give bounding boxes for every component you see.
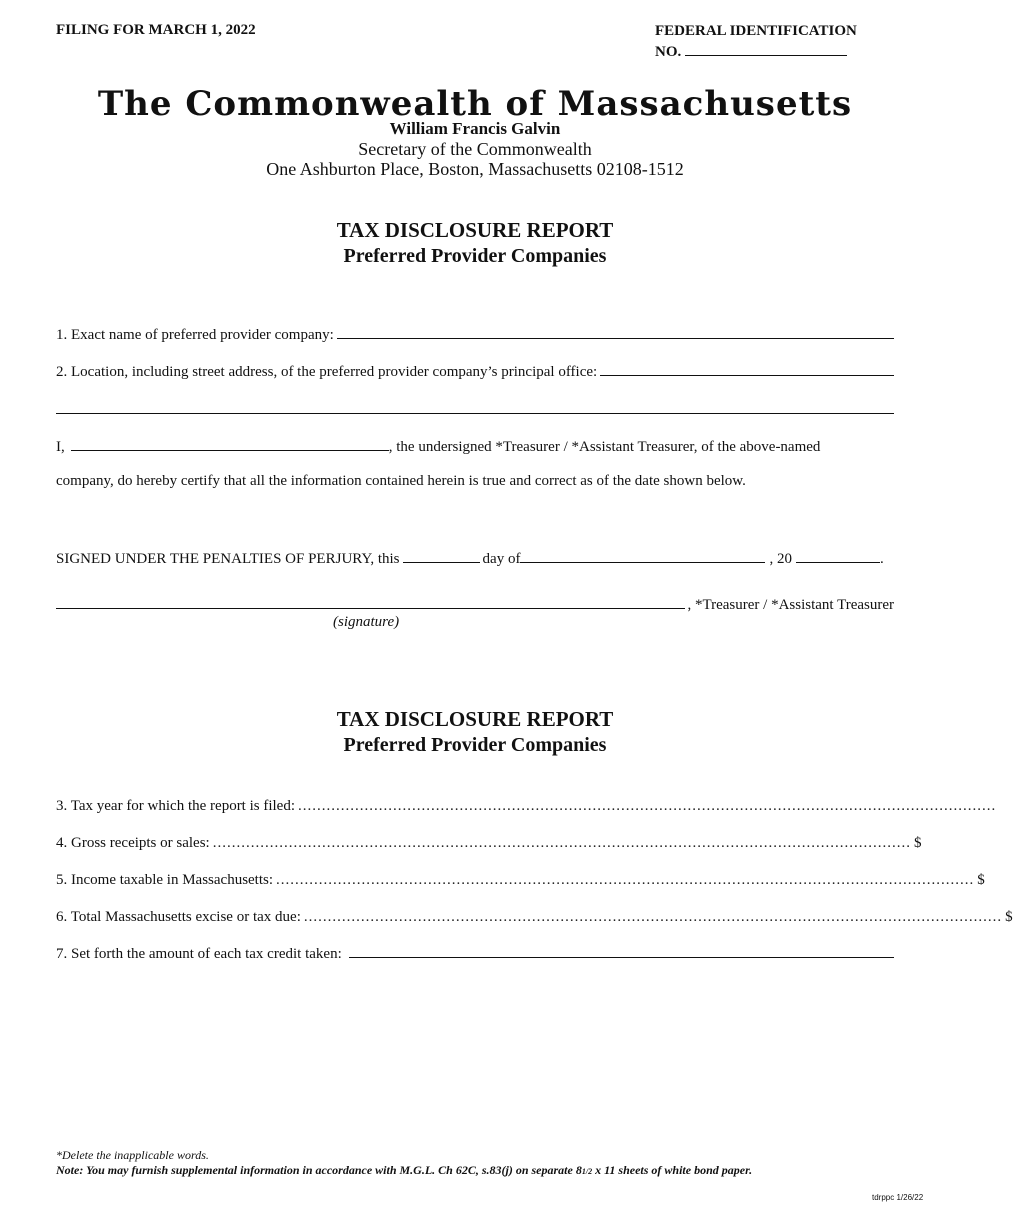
- official-name: William Francis Galvin: [389, 119, 561, 138]
- cert-i-label: I,: [56, 439, 65, 455]
- footnote-text: Note: You may furnish supplemental information in accordance with M.G.L. Ch 62C, s.83(j) on separate 8: [56, 1163, 582, 1177]
- form-code: tdrppc 1/26/22: [872, 1193, 924, 1202]
- dot-leader: ...................................................................................................................................................: [212, 835, 911, 851]
- month-input[interactable]: [520, 548, 765, 563]
- signed-row: [56, 548, 894, 568]
- signature-caption: (signature): [333, 614, 400, 630]
- filing-date: FILING FOR MARCH 1, 2022: [56, 22, 256, 38]
- footnote-supplemental: [56, 1163, 752, 1178]
- company-name-input[interactable]: [337, 324, 894, 339]
- company-name-label: 1. Exact name of preferred provider company:: [56, 327, 334, 343]
- signature-row: [56, 594, 894, 614]
- gross-receipts-label: 4. Gross receipts or sales:: [56, 835, 210, 851]
- officer-name-input[interactable]: [71, 436, 389, 451]
- certification-line-1: [56, 436, 894, 456]
- tax-credit-row: [56, 943, 894, 963]
- tax-credit-input[interactable]: [349, 943, 894, 958]
- currency-symbol: $: [913, 835, 922, 851]
- gross-receipts-row: [56, 832, 922, 852]
- signed-day-label: day of: [482, 551, 521, 567]
- currency-symbol: $: [977, 872, 985, 888]
- signature-input[interactable]: [56, 594, 685, 609]
- footnote-delete: *Delete the inapplicable words.: [56, 1148, 209, 1162]
- cert-rest-label: , the undersigned *Treasurer / *Assistant Treasurer, of the above-named: [388, 439, 821, 455]
- dot-leader: ...................................................................................................................................................: [276, 872, 975, 888]
- income-taxable-label: 5. Income taxable in Massachusetts:: [56, 872, 274, 888]
- income-taxable-row: [56, 869, 985, 889]
- location-label: 2. Location, including street address, of the preferred provider company’s principal office:: [56, 364, 598, 380]
- federal-id-label: [655, 22, 857, 62]
- currency-symbol: $: [1005, 909, 1013, 925]
- report-title-2: TAX DISCLOSURE REPORT: [336, 707, 614, 731]
- location-row: [56, 361, 894, 381]
- tax-credit-label: 7. Set forth the amount of each tax credit taken:: [56, 946, 342, 962]
- cert-line2: company, do hereby certify that all the information contained herein is true and correct as of the date shown below.: [56, 473, 746, 489]
- office-address: One Ashburton Place, Boston, Massachusetts 02108-1512: [266, 159, 684, 179]
- location-input-line2[interactable]: [56, 399, 894, 414]
- federal-id-input[interactable]: [685, 41, 847, 56]
- company-name-row: [56, 324, 894, 344]
- tax-due-label: 6. Total Massachusetts excise or tax due:: [56, 909, 301, 925]
- tax-year-row: [56, 795, 997, 815]
- signed-end: .: [879, 551, 884, 567]
- signed-year-label: , 20: [769, 551, 792, 567]
- location-row-2: [56, 399, 894, 414]
- signature-role: , *Treasurer / *Assistant Treasurer: [687, 597, 894, 613]
- certification-line-2: [56, 473, 894, 490]
- signed-prefix: SIGNED UNDER THE PENALTIES OF PERJURY, this: [56, 551, 400, 567]
- tax-year-label: 3. Tax year for which the report is filed:: [56, 798, 296, 814]
- dot-leader: ...................................................................................................................................................: [303, 909, 1003, 925]
- dot-leader: ...................................................................................................................................................: [298, 798, 997, 814]
- location-input[interactable]: [600, 361, 894, 376]
- report-subtitle-2: Preferred Provider Companies: [343, 734, 607, 756]
- footnote-fraction: 1/2: [581, 1167, 593, 1176]
- commonwealth-title: The Commonwealth of Massachusetts: [97, 84, 853, 124]
- report-title: TAX DISCLOSURE REPORT: [336, 218, 614, 242]
- office-title: Secretary of the Commonwealth: [358, 139, 592, 159]
- federal-id-line1: FEDERAL IDENTIFICATION: [655, 23, 857, 39]
- federal-id-line2: NO.: [655, 44, 682, 60]
- tax-due-row: [56, 906, 1013, 926]
- footnote-text-end: x 11 sheets of white bond paper.: [592, 1163, 753, 1177]
- year-input[interactable]: [796, 548, 880, 563]
- day-input[interactable]: [403, 548, 480, 563]
- report-subtitle: Preferred Provider Companies: [343, 245, 607, 267]
